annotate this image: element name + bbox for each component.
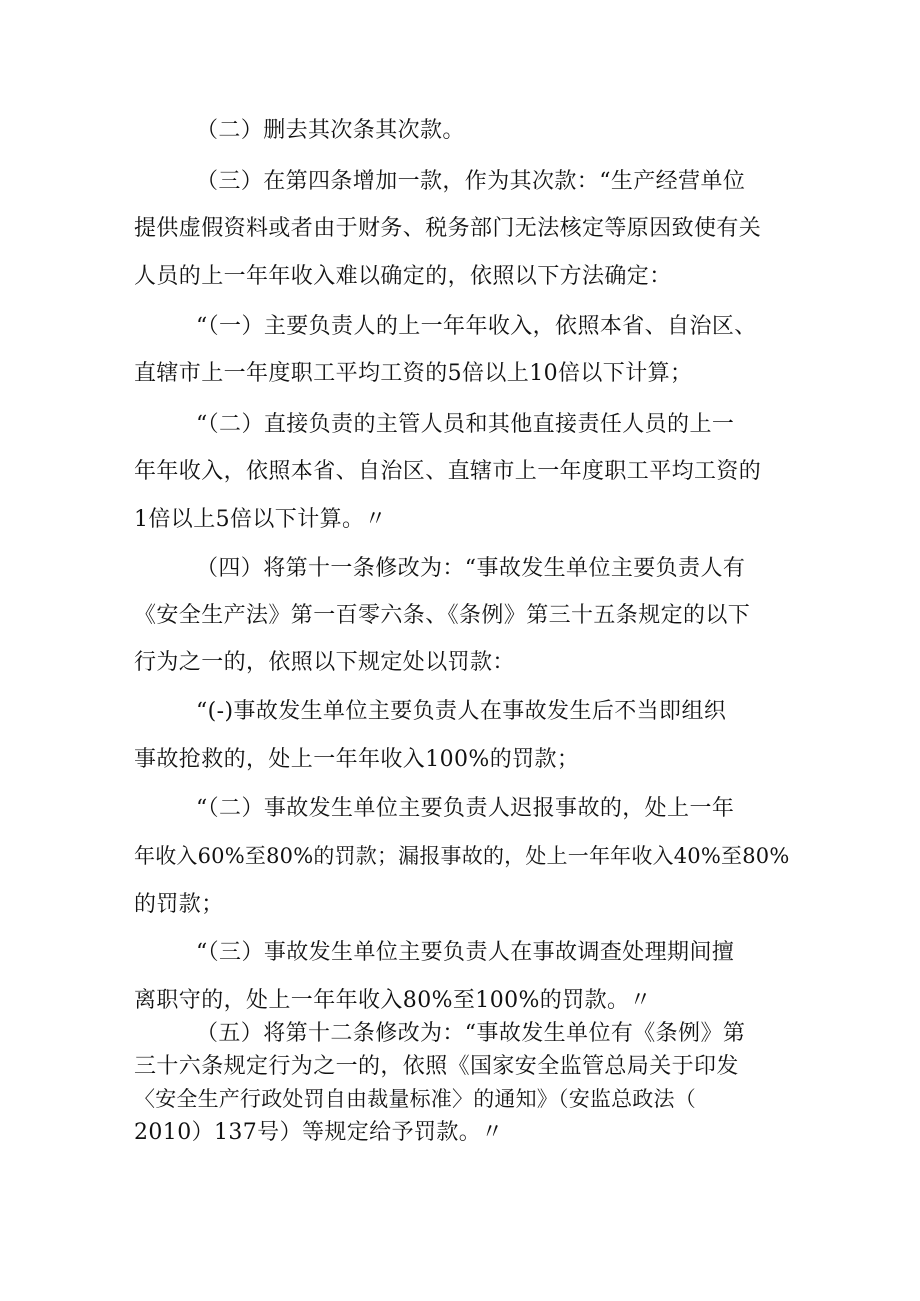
text-line: 年收入60%至80%的罚款；漏报事故的，处上一年年收入40%至80% [134,844,790,868]
text-line: （五）将第十二条修改为：“事故发生单位有《条例》第 [196,1021,746,1046]
text-line: 年年收入，依照本省、自治区、直辖市上一年度职工平均工资的 [134,459,762,484]
text-line: （三）在第四条增加一款，作为其次款：“生产经营单位 [196,169,746,194]
text-line: “（一）主要负责人的上一年年收入，依照本省、自治区、 [196,314,757,339]
text-line: 提供虚假资料或者由于财务、税务部门无法核定等原因致使有关 [134,216,762,241]
text-line: 离职守的，处上一年年收入80%至100%的罚款。〃 [134,988,652,1013]
text-line: “（三）事故发生单位主要负责人在事故调查处理期间擅 [196,940,735,965]
text-line: 《安全生产法》第一百零六条、《条例》第三十五条规定的以下 [134,603,751,628]
text-line: （二）删去其次条其次款。 [196,118,465,143]
text-line: 三十六条规定行为之一的，依照《国家安全监管总局关于印发 [134,1054,739,1079]
text-line: 人员的上一年年收入难以确定的，依照以下方法确定： [134,264,672,289]
text-line: “(-)事故发生单位主要负责人在事故发生后不当即组织 [196,699,727,724]
text-line: 直辖市上一年度职工平均工资的5倍以上10倍以下计算； [134,361,693,386]
text-line: （四）将第十一条修改为：“事故发生单位主要负责人有 [196,556,746,581]
text-line: “（二）直接负责的主管人员和其他直接责任人员的上一 [196,412,735,437]
text-line: 事故抢救的，处上一年年收入100%的罚款； [134,747,580,772]
text-line: 〈安全生产行政处罚自由裁量标准〉的通知》（安监总政法（ [134,1087,696,1111]
text-line: 1倍以上5倍以下计算。〃 [134,507,387,532]
text-line: 行为之一的，依照以下规定处以罚款： [134,650,515,675]
text-line: “（二）事故发生单位主要负责人迟报事故的，处上一年 [196,796,735,821]
text-line: 的罚款； [134,892,224,917]
text-line: 2010）137号）等规定给予罚款。〃 [134,1120,504,1145]
